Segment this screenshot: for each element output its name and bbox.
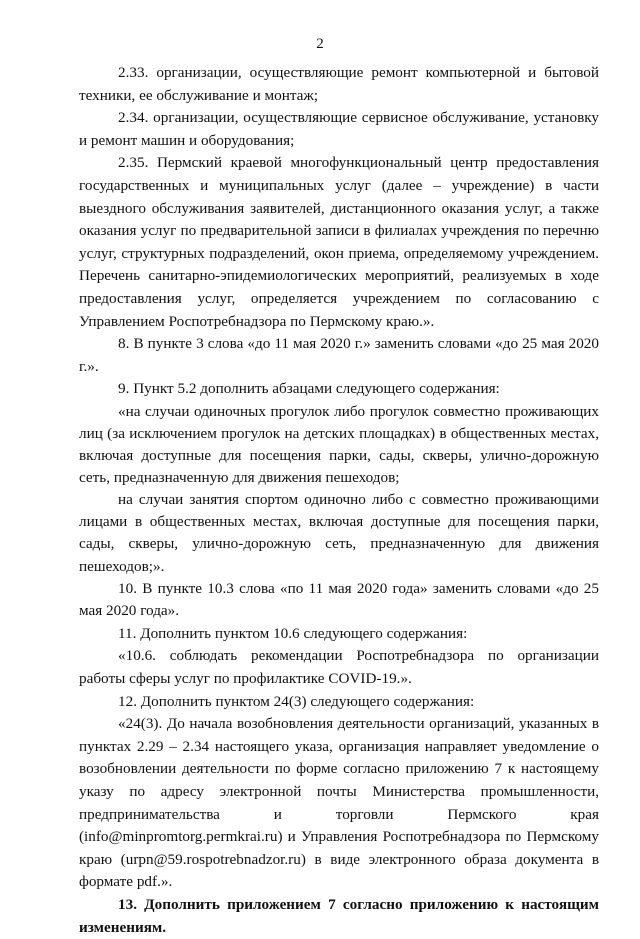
paragraph-sports: на случаи занятия спортом одиночно либо с совместно проживающими лицами в общественных местах, включая доступные для посещения парки, сады, скверы, улично-дорожную сеть, предназначенную для движения пешеходов;». — [79, 491, 599, 575]
page-number: 2 — [316, 36, 324, 52]
paragraph-item-9: 9. Пункт 5.2 дополнить абзацами следующего содержания: — [118, 380, 500, 398]
paragraph-2-35: 2.35. Пермский краевой многофункциональный центр предоставления государственных и муниципальных услуг (далее – учреждение) в части выездного обслуживания заявителей, дистанционного оказания услуг, а также оказания услуг по предварительной записи в филиалах учреждения по перечню услуг, структурных подразделений, окон приема, определяемому учреждением. Перечень санитарно-эпидемиологических мероприятий, реализуемых в ходе предоставления услуг, определяется учреждением по согласованию с Управлением Роспотребнадзора по Пермскому краю.». — [79, 154, 599, 330]
paragraph-item-12: 12. Дополнить пунктом 24(3) следующего содержания: — [118, 692, 475, 710]
document-body — [79, 62, 599, 939]
paragraph-item-11: 11. Дополнить пунктом 10.6 следующего содержания: — [118, 624, 468, 642]
paragraph-2-33: 2.33. организации, осуществляющие ремонт компьютерной и бытовой техники, ее обслуживание и монтаж; — [79, 64, 599, 104]
paragraph-item-10: 10. В пункте 10.3 слова «по 11 мая 2020 года» заменить словами «до 25 мая 2020 года». — [79, 579, 599, 620]
paragraph-24-3: «24(3). До начала возобновления деятельности организаций, указанных в пунктах 2.29 – 2.34 настоящего указа, организация направляет уведомление о возобновлении деятельности по форме согласно приложению 7 к настоящему указу по адресу электронной почты Министерства промышленности, предпринимательства и торговли Пермского края (info@minpromtorg.permkrai.ru) и Управления Роспотребнадзора по Пермскому краю (urpn@59.rospotrebnadzor.ru) в виде электронного образа документа в формате pdf.». — [79, 715, 599, 891]
paragraph-item-13: 13. Дополнить приложением 7 согласно приложению к настоящим изменениям. — [79, 895, 599, 936]
paragraph-walks: «на случаи одиночных прогулок либо прогулок совместно проживающих лиц (за исключением прогулок на детских площадках) в общественных местах, включая доступные для посещения парки, сады, скверы, улично-дорожную сеть, предназначенную для движения пешеходов; — [79, 402, 599, 487]
paragraph-10-6: «10.6. соблюдать рекомендации Роспотребнадзора по организации работы сферы услуг по профилактике COVID-19.». — [79, 647, 599, 688]
paragraph-item-8: 8. В пункте 3 слова «до 11 мая 2020 г.» заменить словами «до 25 мая 2020 г.». — [79, 335, 599, 375]
paragraph-2-34: 2.34. организации, осуществляющие сервисное обслуживание, установку и ремонт машин и оборудования; — [79, 109, 599, 149]
